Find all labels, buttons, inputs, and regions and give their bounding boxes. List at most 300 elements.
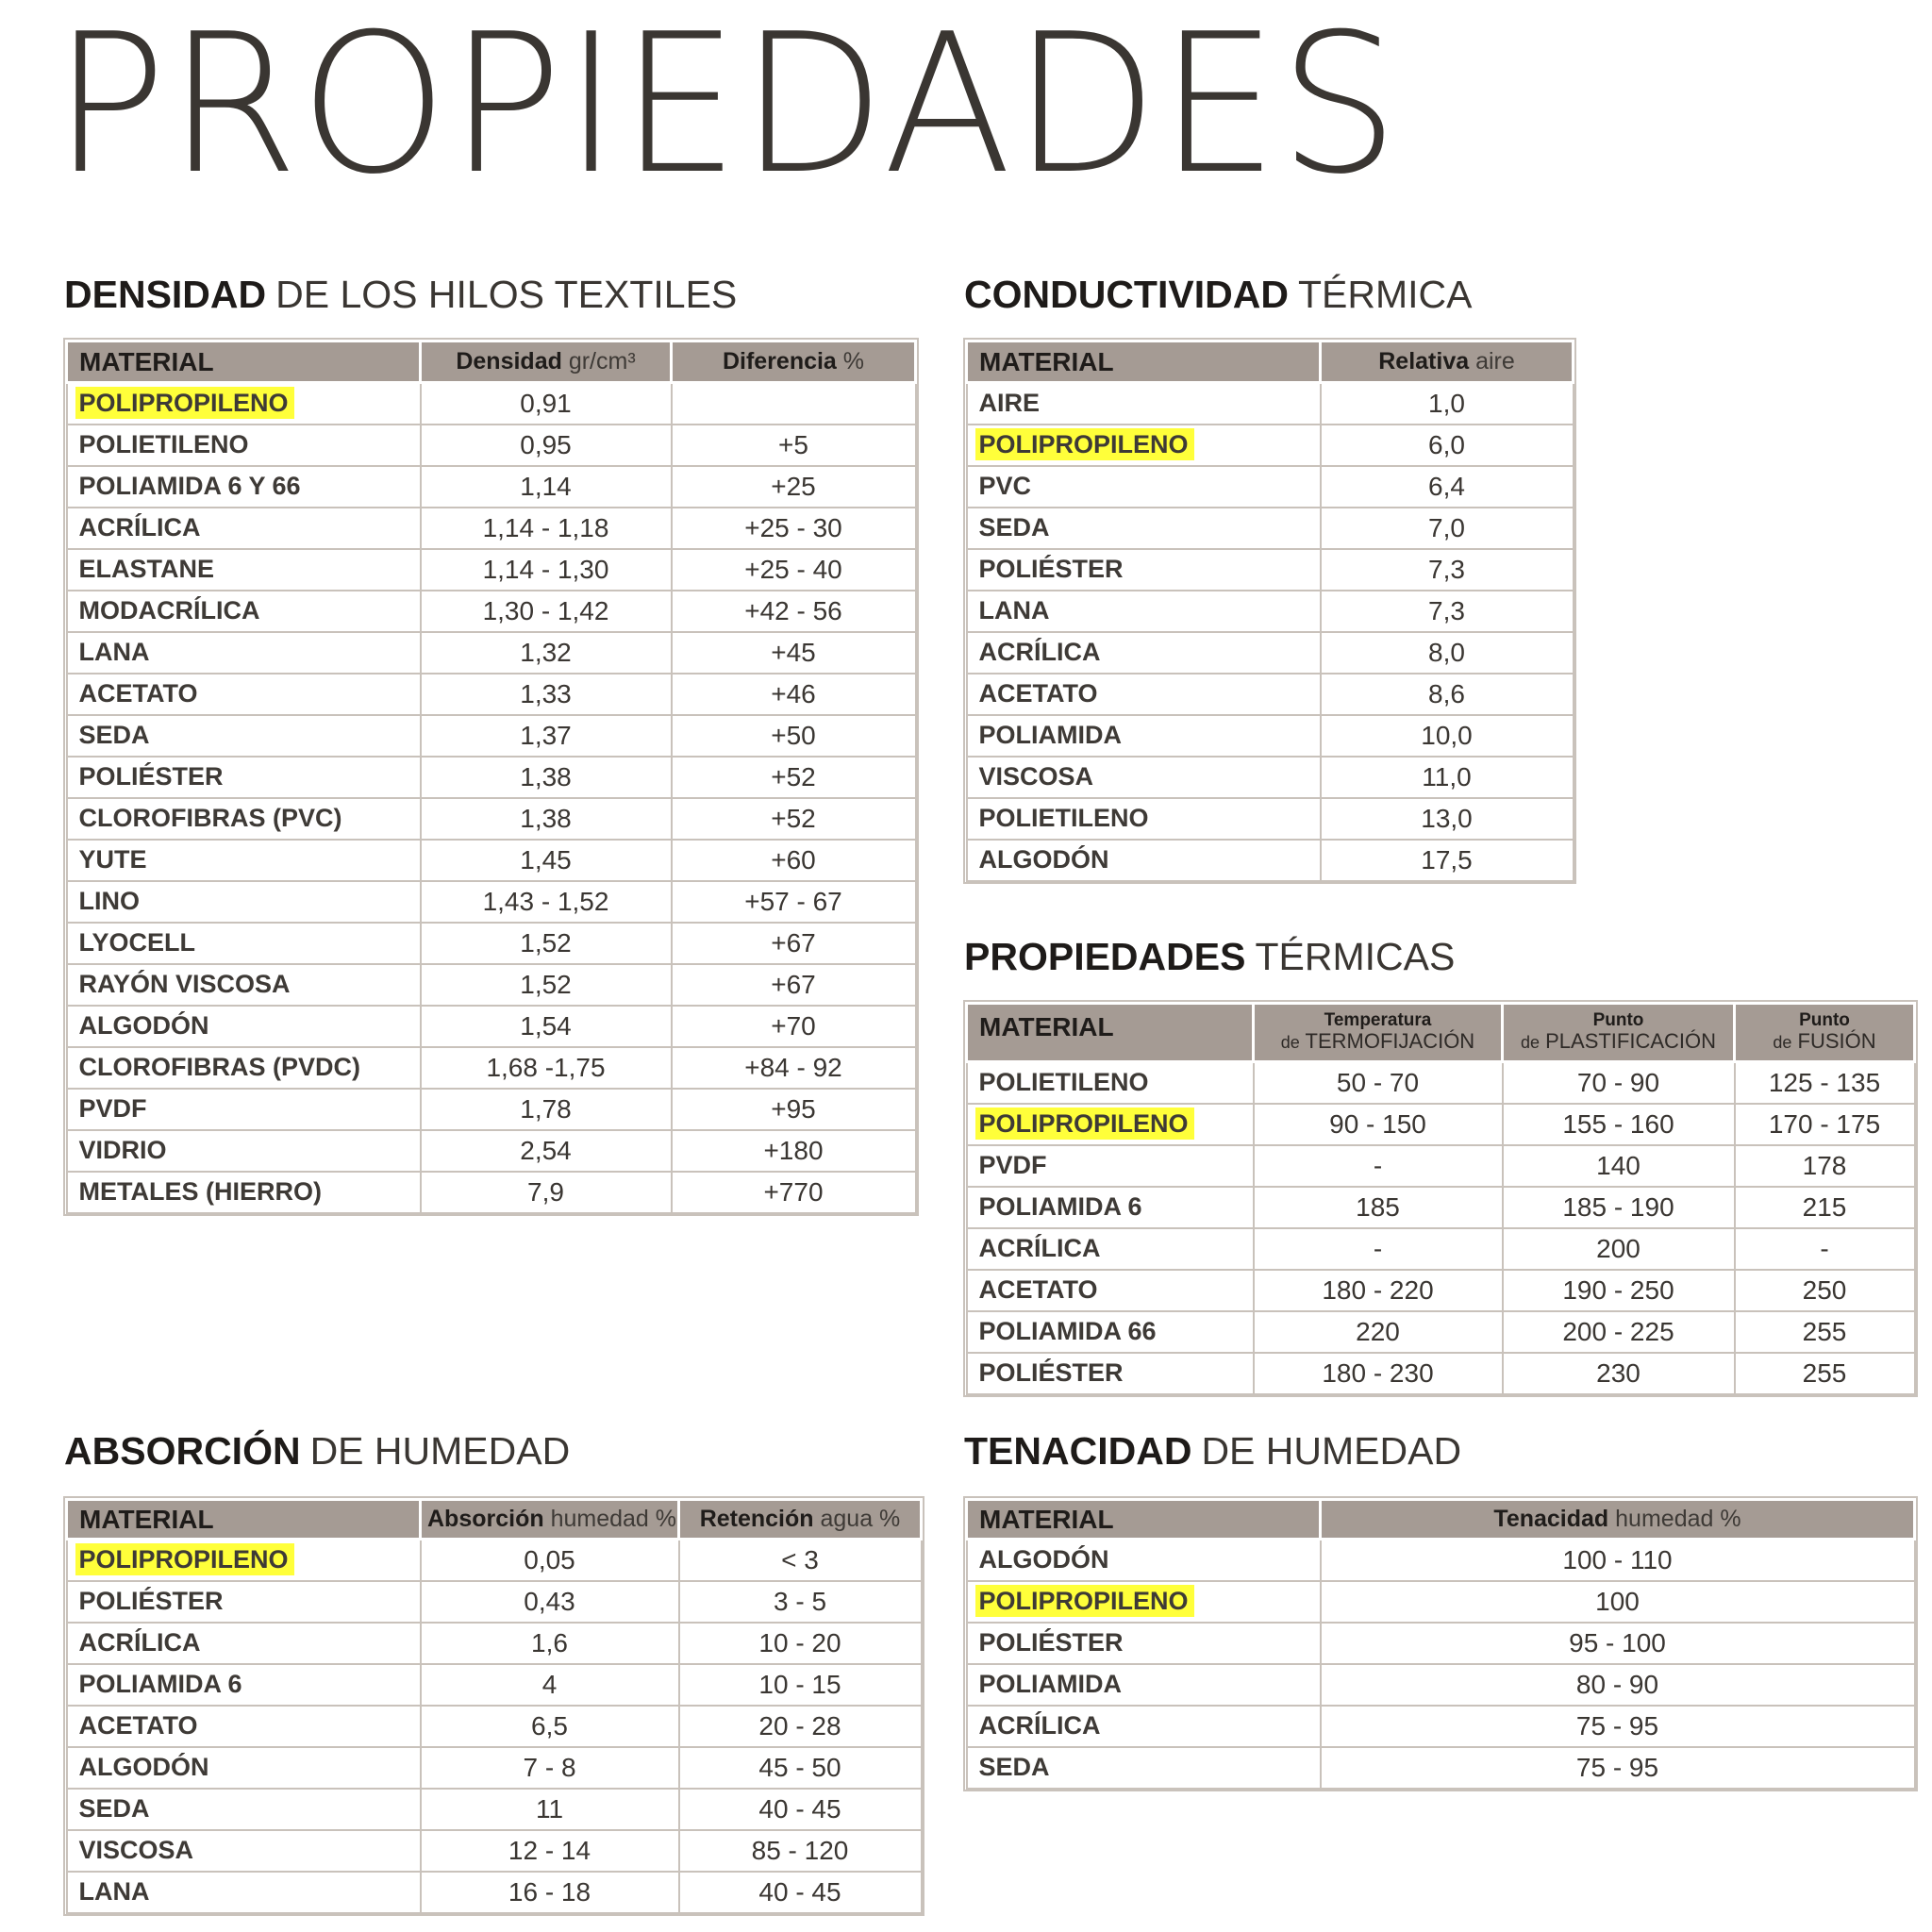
material-cell	[67, 1581, 421, 1623]
table-row	[967, 715, 1574, 757]
header-absorcion: Absorción humedad %	[421, 1500, 679, 1540]
section-title-light: DE LOS HILOS TEXTILES	[275, 273, 738, 316]
section-title-absorcion	[64, 1429, 571, 1473]
material-cell	[67, 591, 421, 632]
value-cell: 0,43	[421, 1581, 679, 1623]
section-title-tenacidad	[964, 1429, 1462, 1473]
table-row	[67, 881, 916, 923]
value-cell: +25 - 40	[672, 549, 916, 591]
material-name: AIRE	[978, 389, 1041, 418]
value-cell: 125 - 135	[1735, 1062, 1915, 1104]
material-name: METALES (HIERRO)	[78, 1177, 322, 1206]
value-cell: +67	[672, 964, 916, 1006]
table-row	[967, 632, 1574, 674]
material-name: CLOROFIBRAS (PVDC)	[78, 1053, 360, 1081]
material-cell	[967, 1353, 1254, 1394]
material-name: SEDA	[78, 721, 150, 749]
section-title-conductividad	[964, 275, 1472, 314]
value-cell: 70 - 90	[1503, 1062, 1735, 1104]
value-cell: 1,37	[421, 715, 672, 757]
material-cell	[967, 549, 1321, 591]
material-cell	[67, 881, 421, 923]
value-cell: 75 - 95	[1321, 1747, 1915, 1789]
material-name: CLOROFIBRAS (PVC)	[78, 804, 342, 832]
material-name: RAYÓN VISCOSA	[78, 970, 291, 998]
material-name-highlighted: POLIPROPILENO	[75, 387, 294, 419]
material-cell	[67, 1130, 421, 1172]
value-cell: 85 - 120	[679, 1830, 922, 1872]
value-cell: 16 - 18	[421, 1872, 679, 1913]
table-row	[67, 1830, 922, 1872]
material-name: SEDA	[978, 1753, 1050, 1781]
table-row	[967, 1187, 1915, 1228]
densidad-table	[65, 340, 917, 1214]
material-name: POLIÉSTER	[978, 555, 1124, 583]
value-cell: +770	[672, 1172, 916, 1213]
value-cell: 45 - 50	[679, 1747, 922, 1789]
material-cell	[67, 549, 421, 591]
value-cell: 50 - 70	[1254, 1062, 1503, 1104]
value-cell: 7,3	[1321, 591, 1574, 632]
value-cell: 7,3	[1321, 549, 1574, 591]
material-name-highlighted: POLIPROPILENO	[75, 1543, 294, 1575]
value-cell: 17,5	[1321, 840, 1574, 881]
value-cell: 190 - 250	[1503, 1270, 1735, 1311]
table-header-row	[967, 1004, 1915, 1062]
material-cell	[967, 1747, 1321, 1789]
conductividad-table	[965, 340, 1574, 882]
material-name: SEDA	[78, 1794, 150, 1823]
value-cell: 1,38	[421, 798, 672, 840]
value-cell: 255	[1735, 1311, 1915, 1353]
value-cell: 1,78	[421, 1089, 672, 1130]
value-cell: 1,14	[421, 466, 672, 508]
value-cell: 1,6	[421, 1623, 679, 1664]
material-name: VIDRIO	[78, 1136, 167, 1164]
value-cell: 180 - 230	[1254, 1353, 1503, 1394]
section-title-bold: PROPIEDADES	[964, 935, 1246, 978]
material-name: POLIETILENO	[978, 804, 1149, 832]
material-name: ACRÍLICA	[78, 1628, 201, 1657]
value-cell: 7 - 8	[421, 1747, 679, 1789]
value-cell: 6,5	[421, 1706, 679, 1747]
value-cell: 11,0	[1321, 757, 1574, 798]
table-row	[67, 1089, 916, 1130]
value-cell: 185	[1254, 1187, 1503, 1228]
header-material: MATERIAL	[967, 1500, 1321, 1540]
value-cell: 6,0	[1321, 425, 1574, 466]
material-name: POLIAMIDA 66	[978, 1317, 1157, 1345]
value-cell: 100	[1321, 1581, 1915, 1623]
table-row	[967, 1145, 1915, 1187]
value-cell: 75 - 95	[1321, 1706, 1915, 1747]
value-cell: < 3	[679, 1540, 922, 1581]
material-cell	[967, 715, 1321, 757]
value-cell: 1,68 -1,75	[421, 1047, 672, 1089]
table-row	[67, 632, 916, 674]
table-row	[67, 549, 916, 591]
section-title-light: TÉRMICAS	[1255, 935, 1456, 978]
value-cell: 80 - 90	[1321, 1664, 1915, 1706]
material-name: POLIETILENO	[78, 430, 249, 458]
table-row	[67, 1872, 922, 1913]
table-row	[67, 1047, 916, 1089]
material-name: VISCOSA	[978, 762, 1094, 791]
table-row	[67, 591, 916, 632]
value-cell: 2,54	[421, 1130, 672, 1172]
value-cell: 1,38	[421, 757, 672, 798]
material-name: PVDF	[78, 1094, 147, 1123]
material-name: LANA	[78, 638, 150, 666]
table-row	[67, 964, 916, 1006]
tenacidad-table	[965, 1498, 1916, 1790]
table-row	[67, 923, 916, 964]
material-cell	[67, 1089, 421, 1130]
section-title-bold: TENACIDAD	[964, 1429, 1192, 1473]
value-cell: 215	[1735, 1187, 1915, 1228]
value-cell: 95 - 100	[1321, 1623, 1915, 1664]
material-cell	[967, 798, 1321, 840]
table-row	[67, 715, 916, 757]
value-cell: +180	[672, 1130, 916, 1172]
material-cell	[967, 383, 1321, 425]
material-name: POLIAMIDA 6	[78, 1670, 242, 1698]
table-row	[967, 674, 1574, 715]
value-cell: +46	[672, 674, 916, 715]
material-name: ELASTANE	[78, 555, 215, 583]
value-cell: +45	[672, 632, 916, 674]
table-row	[67, 508, 916, 549]
value-cell: 13,0	[1321, 798, 1574, 840]
section-title-bold: DENSIDAD	[64, 273, 267, 316]
value-cell: +60	[672, 840, 916, 881]
material-cell	[67, 1664, 421, 1706]
table-row	[967, 1706, 1915, 1747]
section-title-termicas	[964, 935, 1456, 978]
section-title-densidad	[64, 275, 737, 314]
value-cell: 180 - 220	[1254, 1270, 1503, 1311]
table-row	[67, 1789, 922, 1830]
section-title-light: DE HUMEDAD	[1201, 1429, 1462, 1473]
material-cell	[67, 1540, 421, 1581]
section-title-bold: ABSORCIÓN	[64, 1429, 301, 1473]
section-title-bold: CONDUCTIVIDAD	[964, 273, 1289, 316]
material-cell	[67, 508, 421, 549]
material-name: ACRÍLICA	[78, 513, 201, 541]
header-material: MATERIAL	[967, 1004, 1254, 1062]
table-row	[967, 1581, 1915, 1623]
material-cell	[67, 425, 421, 466]
value-cell: 155 - 160	[1503, 1104, 1735, 1145]
material-cell	[967, 632, 1321, 674]
value-cell: 10,0	[1321, 715, 1574, 757]
value-cell: -	[1254, 1145, 1503, 1187]
table-row	[967, 425, 1574, 466]
value-cell: +70	[672, 1006, 916, 1047]
header-plastificacion: Punto de PLASTIFICACIÓN	[1503, 1004, 1735, 1062]
material-name: YUTE	[78, 845, 147, 874]
material-name: ALGODÓN	[978, 845, 1109, 874]
value-cell: 7,0	[1321, 508, 1574, 549]
value-cell: 0,05	[421, 1540, 679, 1581]
value-cell: 6,4	[1321, 466, 1574, 508]
value-cell: 1,33	[421, 674, 672, 715]
material-name: LYOCELL	[78, 928, 196, 957]
material-name: LINO	[78, 887, 140, 915]
material-cell	[67, 383, 421, 425]
table-row	[967, 508, 1574, 549]
value-cell: 220	[1254, 1311, 1503, 1353]
value-cell: +57 - 67	[672, 881, 916, 923]
value-cell: 1,30 - 1,42	[421, 591, 672, 632]
table-row	[967, 1747, 1915, 1789]
table-row	[67, 1706, 922, 1747]
material-cell	[967, 1623, 1321, 1664]
table-row	[967, 1664, 1915, 1706]
table-row	[967, 1311, 1915, 1353]
material-name: ACETATO	[978, 1275, 1098, 1304]
material-name: MODACRÍLICA	[78, 596, 260, 625]
value-cell: 178	[1735, 1145, 1915, 1187]
table-row	[67, 1130, 916, 1172]
header-material: MATERIAL	[967, 341, 1321, 383]
header-relativa: Relativa aire	[1321, 341, 1574, 383]
value-cell: 1,45	[421, 840, 672, 881]
value-cell	[672, 383, 916, 425]
table-row	[67, 1664, 922, 1706]
material-cell	[967, 425, 1321, 466]
table-row	[67, 1747, 922, 1789]
table-header-row	[67, 341, 916, 383]
table-row	[67, 674, 916, 715]
value-cell: 3 - 5	[679, 1581, 922, 1623]
material-cell	[67, 757, 421, 798]
table-row	[67, 1172, 916, 1213]
table-row	[967, 1062, 1915, 1104]
value-cell: 20 - 28	[679, 1706, 922, 1747]
value-cell: 1,43 - 1,52	[421, 881, 672, 923]
table-row	[967, 798, 1574, 840]
header-material: MATERIAL	[67, 1500, 421, 1540]
material-name: POLIETILENO	[978, 1068, 1149, 1097]
table-row	[967, 1353, 1915, 1394]
table-row	[967, 757, 1574, 798]
material-name: POLIÉSTER	[978, 1628, 1124, 1657]
material-cell	[67, 1789, 421, 1830]
material-cell	[967, 1104, 1254, 1145]
material-cell	[967, 508, 1321, 549]
material-name: LANA	[978, 596, 1050, 625]
material-cell	[967, 1540, 1321, 1581]
value-cell: 200	[1503, 1228, 1735, 1270]
table-row	[67, 757, 916, 798]
value-cell: +84 - 92	[672, 1047, 916, 1089]
material-name: PVC	[978, 472, 1032, 500]
material-name-highlighted: POLIPROPILENO	[975, 428, 1194, 460]
table-row	[67, 840, 916, 881]
value-cell: 10 - 15	[679, 1664, 922, 1706]
table-row	[967, 1228, 1915, 1270]
table-row	[967, 1540, 1915, 1581]
value-cell: -	[1254, 1228, 1503, 1270]
table-row	[67, 383, 916, 425]
page-title: PROPIEDADES	[53, 0, 1400, 217]
material-cell	[967, 591, 1321, 632]
value-cell: +5	[672, 425, 916, 466]
value-cell: 200 - 225	[1503, 1311, 1735, 1353]
header-tenacidad: Tenacidad humedad %	[1321, 1500, 1915, 1540]
value-cell: +52	[672, 798, 916, 840]
material-cell	[967, 1187, 1254, 1228]
material-cell	[967, 840, 1321, 881]
header-densidad: Densidad gr/cm³	[421, 341, 672, 383]
value-cell: 11	[421, 1789, 679, 1830]
value-cell: 255	[1735, 1353, 1915, 1394]
table-header-row	[967, 1500, 1915, 1540]
value-cell: +67	[672, 923, 916, 964]
value-cell: 40 - 45	[679, 1872, 922, 1913]
table-row	[967, 1270, 1915, 1311]
material-cell	[67, 674, 421, 715]
table-row	[67, 798, 916, 840]
section-title-light: TÉRMICA	[1297, 273, 1473, 316]
value-cell: 1,54	[421, 1006, 672, 1047]
material-name: ALGODÓN	[78, 1011, 209, 1040]
material-cell	[67, 1706, 421, 1747]
material-cell	[67, 1747, 421, 1789]
value-cell: 1,14 - 1,30	[421, 549, 672, 591]
table-row	[967, 383, 1574, 425]
material-name-highlighted: POLIPROPILENO	[975, 1585, 1194, 1617]
table-header-row	[67, 1500, 922, 1540]
material-name-highlighted: POLIPROPILENO	[975, 1108, 1194, 1140]
material-cell	[67, 840, 421, 881]
material-cell	[67, 798, 421, 840]
material-cell	[67, 1006, 421, 1047]
material-cell	[67, 1623, 421, 1664]
table-row	[67, 1540, 922, 1581]
value-cell: +25	[672, 466, 916, 508]
material-cell	[967, 1270, 1254, 1311]
material-cell	[967, 1228, 1254, 1270]
material-name: VISCOSA	[78, 1836, 194, 1864]
value-cell: 12 - 14	[421, 1830, 679, 1872]
header-retencion: Retención agua %	[679, 1500, 922, 1540]
table-row	[67, 1581, 922, 1623]
material-name: PVDF	[978, 1151, 1047, 1179]
material-name: POLIAMIDA	[978, 721, 1122, 749]
value-cell: 10 - 20	[679, 1623, 922, 1664]
table-row	[67, 466, 916, 508]
material-name: POLIAMIDA 6	[978, 1192, 1142, 1221]
table-row	[967, 1623, 1915, 1664]
value-cell: 250	[1735, 1270, 1915, 1311]
value-cell: 140	[1503, 1145, 1735, 1187]
value-cell: 4	[421, 1664, 679, 1706]
value-cell: 40 - 45	[679, 1789, 922, 1830]
table-row	[967, 840, 1574, 881]
material-name: POLIÉSTER	[78, 762, 224, 791]
value-cell: +95	[672, 1089, 916, 1130]
value-cell: 1,52	[421, 964, 672, 1006]
material-cell	[967, 757, 1321, 798]
material-cell	[67, 1830, 421, 1872]
material-name: ALGODÓN	[78, 1753, 209, 1781]
header-fusion: Punto de FUSIÓN	[1735, 1004, 1915, 1062]
material-name: ALGODÓN	[978, 1545, 1109, 1574]
termicas-table	[965, 1002, 1916, 1395]
value-cell: 1,14 - 1,18	[421, 508, 672, 549]
table-row	[967, 591, 1574, 632]
value-cell: 1,0	[1321, 383, 1574, 425]
material-cell	[967, 1664, 1321, 1706]
material-name: POLIÉSTER	[78, 1587, 224, 1615]
value-cell: 8,0	[1321, 632, 1574, 674]
material-cell	[67, 964, 421, 1006]
material-cell	[967, 674, 1321, 715]
material-name: POLIÉSTER	[978, 1358, 1124, 1387]
absorcion-table	[65, 1498, 923, 1914]
material-cell	[67, 466, 421, 508]
value-cell: -	[1735, 1228, 1915, 1270]
header-diferencia: Diferencia %	[672, 341, 916, 383]
section-title-light: DE HUMEDAD	[309, 1429, 571, 1473]
value-cell: +52	[672, 757, 916, 798]
material-cell	[967, 1706, 1321, 1747]
table-row	[67, 1006, 916, 1047]
value-cell: +25 - 30	[672, 508, 916, 549]
value-cell: 170 - 175	[1735, 1104, 1915, 1145]
table-row	[967, 466, 1574, 508]
material-name: ACRÍLICA	[978, 1234, 1101, 1262]
value-cell: 185 - 190	[1503, 1187, 1735, 1228]
header-termofijacion: Temperatura de TERMOFIJACIÓN	[1254, 1004, 1503, 1062]
material-cell	[967, 1145, 1254, 1187]
material-name: LANA	[78, 1877, 150, 1906]
material-cell	[67, 1872, 421, 1913]
material-name: POLIAMIDA	[978, 1670, 1122, 1698]
material-cell	[67, 1172, 421, 1213]
material-cell	[67, 715, 421, 757]
value-cell: 0,95	[421, 425, 672, 466]
value-cell: 90 - 150	[1254, 1104, 1503, 1145]
material-name: ACETATO	[78, 679, 198, 708]
material-name: ACRÍLICA	[978, 638, 1101, 666]
material-cell	[967, 1581, 1321, 1623]
table-row	[967, 549, 1574, 591]
material-name: SEDA	[978, 513, 1050, 541]
material-cell	[67, 923, 421, 964]
table-row	[67, 1623, 922, 1664]
table-row	[967, 1104, 1915, 1145]
table-row	[67, 425, 916, 466]
value-cell: 1,52	[421, 923, 672, 964]
material-name: ACETATO	[78, 1711, 198, 1740]
material-name: ACETATO	[978, 679, 1098, 708]
table-header-row	[967, 341, 1574, 383]
value-cell: +42 - 56	[672, 591, 916, 632]
value-cell: 100 - 110	[1321, 1540, 1915, 1581]
value-cell: 230	[1503, 1353, 1735, 1394]
material-cell	[967, 466, 1321, 508]
material-cell	[67, 1047, 421, 1089]
value-cell: 0,91	[421, 383, 672, 425]
header-material: MATERIAL	[67, 341, 421, 383]
material-cell	[967, 1062, 1254, 1104]
value-cell: 1,32	[421, 632, 672, 674]
material-cell	[67, 632, 421, 674]
material-cell	[967, 1311, 1254, 1353]
